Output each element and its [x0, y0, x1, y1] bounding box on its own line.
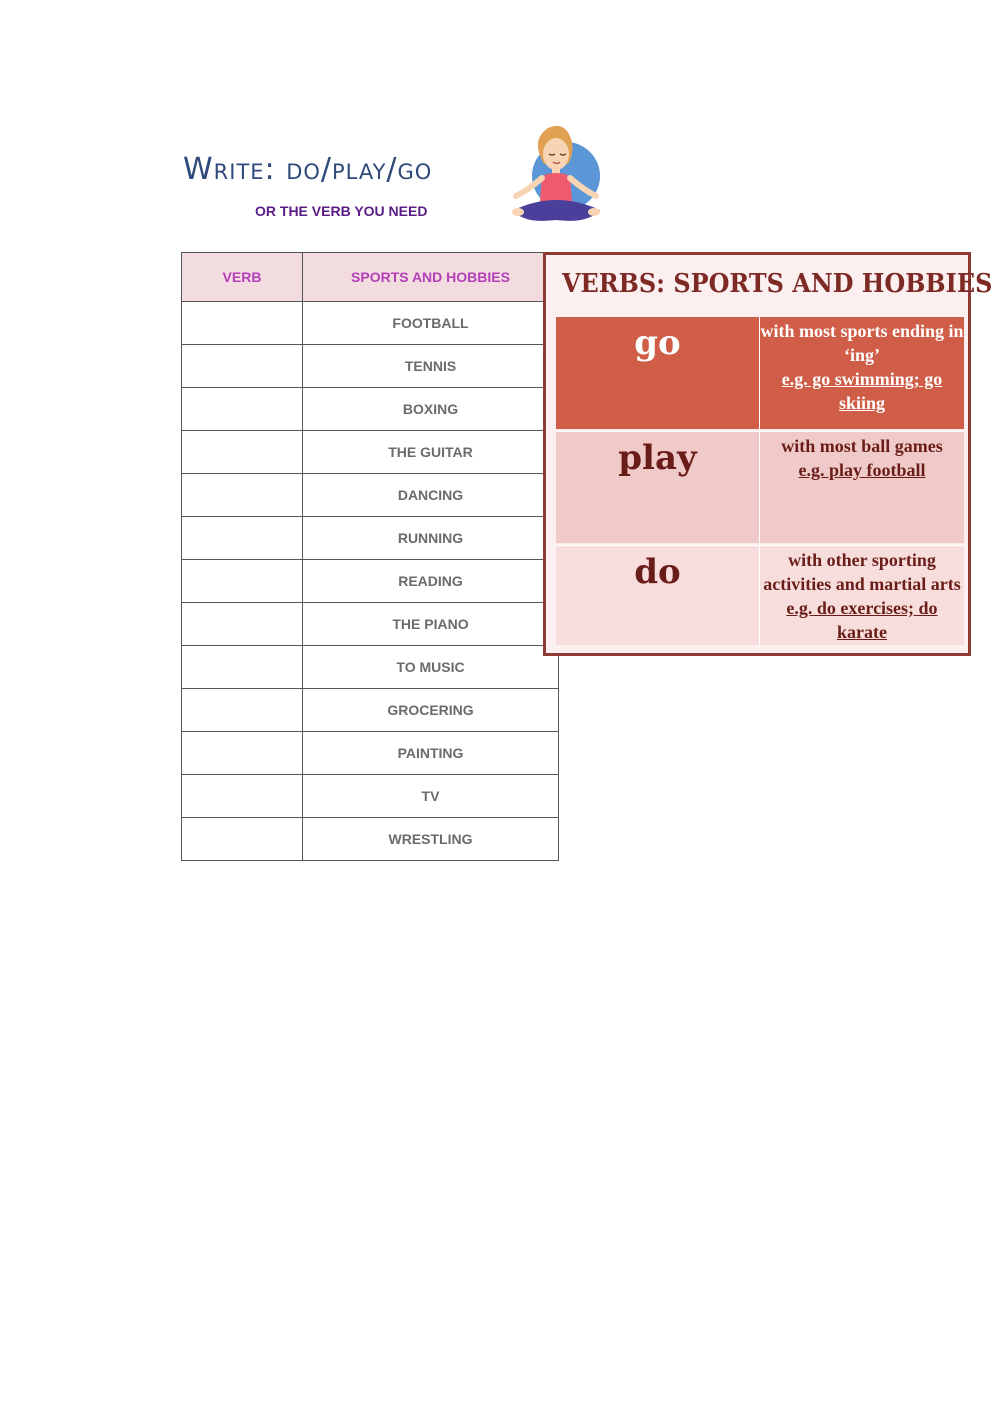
activity-cell: TV	[303, 775, 559, 818]
activity-cell: THE PIANO	[303, 603, 559, 646]
table-row	[182, 646, 559, 689]
activity-cell: READING	[303, 560, 559, 603]
verb-answer-cell[interactable]	[182, 474, 303, 517]
verb-answer-cell[interactable]	[182, 646, 303, 689]
verb-answer-cell[interactable]	[182, 517, 303, 560]
table-row	[182, 388, 559, 431]
verb-answer-cell[interactable]	[182, 775, 303, 818]
table-header-row	[182, 253, 559, 302]
reference-title: VERBS: SPORTS AND HOBBIES	[562, 269, 993, 299]
worksheet-title: Write: do/play/go	[183, 152, 433, 187]
reference-description	[760, 546, 964, 645]
worksheet-subtitle: OR THE VERB YOU NEED	[255, 203, 428, 219]
verb-answer-cell[interactable]	[182, 302, 303, 345]
table-row	[182, 560, 559, 603]
table-row	[182, 689, 559, 732]
reference-example: e.g. go swimming; go skiing	[781, 369, 943, 413]
activity-cell: BOXING	[303, 388, 559, 431]
activity-cell: WRESTLING	[303, 818, 559, 861]
verb-worksheet-table	[181, 252, 559, 861]
reference-rule: with most ball games	[781, 436, 943, 456]
activity-cell: RUNNING	[303, 517, 559, 560]
verb-answer-cell[interactable]	[182, 388, 303, 431]
activity-cell: THE GUITAR	[303, 431, 559, 474]
table-row	[182, 302, 559, 345]
reference-rule: with most sports ending in ‘ing’	[760, 321, 964, 365]
table-row	[182, 732, 559, 775]
reference-description	[760, 317, 964, 429]
activity-cell: TO MUSIC	[303, 646, 559, 689]
verb-answer-cell[interactable]	[182, 345, 303, 388]
reference-row-do	[556, 545, 964, 645]
table-row	[182, 474, 559, 517]
meditating-girl-illustration	[508, 120, 602, 228]
reference-verb: do	[556, 546, 760, 645]
verb-answer-cell[interactable]	[182, 431, 303, 474]
verb-answer-cell[interactable]	[182, 689, 303, 732]
table-row	[182, 517, 559, 560]
reference-row-play	[556, 431, 964, 543]
activity-cell: PAINTING	[303, 732, 559, 775]
activity-cell: DANCING	[303, 474, 559, 517]
table-row	[182, 603, 559, 646]
reference-example: e.g. do exercises; do karate	[786, 598, 938, 642]
verbs-reference-panel	[543, 252, 993, 656]
table-row	[182, 345, 559, 388]
column-header-sports-and-hobbies: SPORTS AND HOBBIES	[303, 253, 559, 302]
reference-description	[760, 432, 964, 543]
table-row	[182, 775, 559, 818]
column-header-verb: VERB	[182, 253, 303, 302]
reference-row-go	[556, 317, 964, 429]
reference-verb: go	[556, 317, 760, 429]
verb-answer-cell[interactable]	[182, 732, 303, 775]
table-row	[182, 818, 559, 861]
activity-cell: TENNIS	[303, 345, 559, 388]
activity-cell: GROCERING	[303, 689, 559, 732]
reference-rule: with other sporting activities and martial arts	[763, 550, 961, 594]
verb-answer-cell[interactable]	[182, 818, 303, 861]
reference-verb: play	[556, 432, 760, 543]
activity-cell: FOOTBALL	[303, 302, 559, 345]
table-row	[182, 431, 559, 474]
verb-answer-cell[interactable]	[182, 603, 303, 646]
reference-example: e.g. play football	[798, 460, 926, 480]
verb-answer-cell[interactable]	[182, 560, 303, 603]
